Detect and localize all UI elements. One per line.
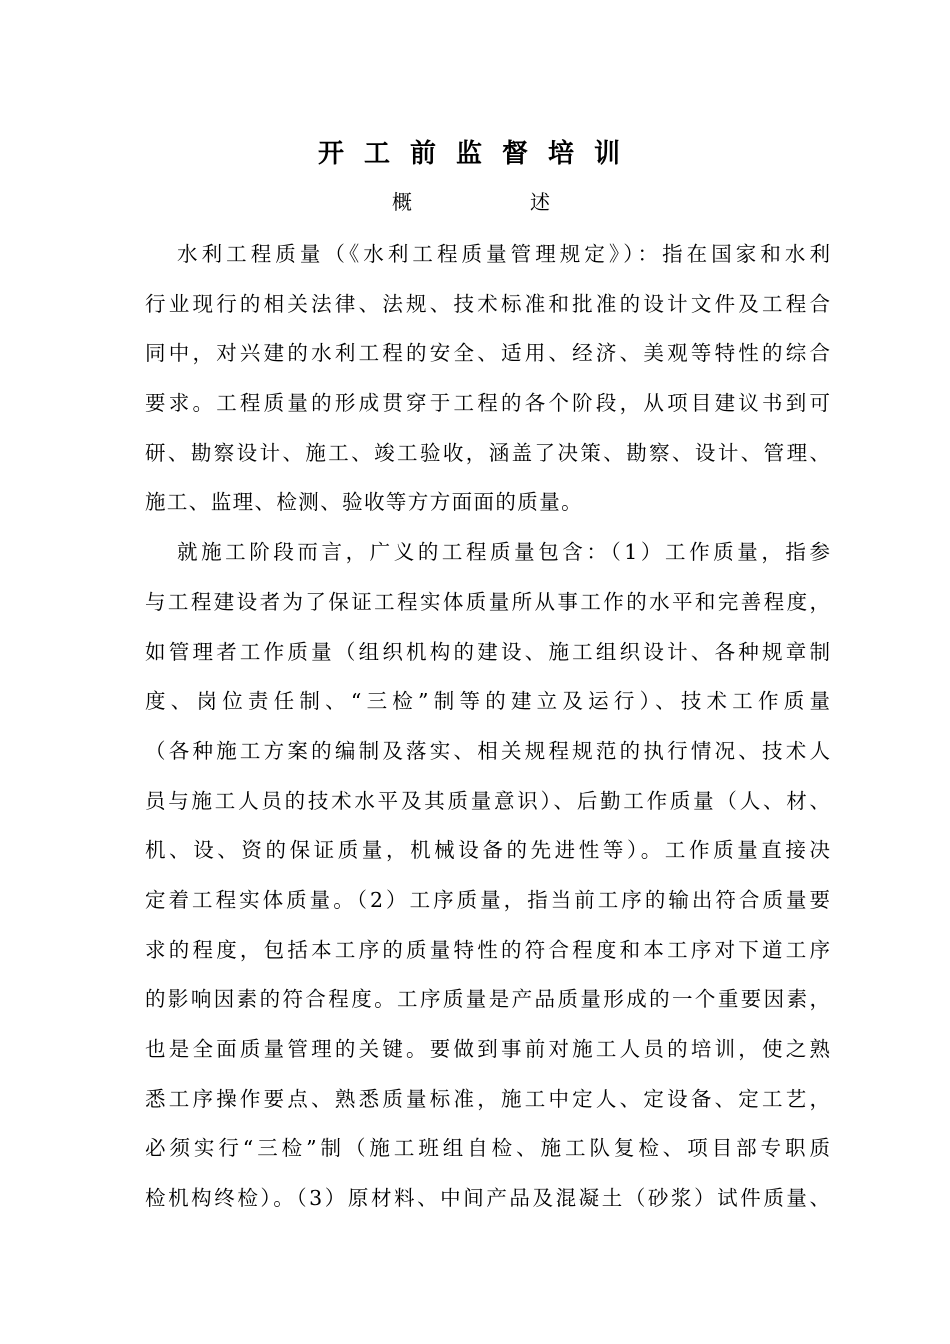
paragraph-line: 如管理者工作质量（组织机构的建设、施工组织设计、各种规章制 [145,639,830,664]
page-title: 开工前监督培训 [317,139,640,169]
paragraph-line: 与工程建设者为了保证工程实体质量所从事工作的水平和完善程度， [145,589,830,614]
paragraph-line: 水利工程质量（《水利工程质量管理规定》）：指在国家和水利 [177,242,830,266]
paragraph-line: 同中，对兴建的水利工程的安全、适用、经济、美观等特性的综合 [145,341,830,366]
paragraph-line: 行业现行的相关法律、法规、技术标准和批准的设计文件及工程合 [145,291,830,316]
paragraph-line: 员与施工人员的技术水平及其质量意识）、后勤工作质量（人、材、 [145,788,830,813]
paragraph-line: 研、勘察设计、施工、竣工验收，涵盖了决策、勘察、设计、管理、 [145,440,830,465]
paragraph-line: 也是全面质量管理的关键。要做到事前对施工人员的培训，使之熟 [145,1037,830,1061]
section-heading: 概述 [392,190,668,214]
body-text [145,230,830,1224]
paragraph-line: 的影响因素的符合程度。工序质量是产品质量形成的一个重要因素， [145,987,830,1012]
paragraph-line: 悉工序操作要点、熟悉质量标准，施工中定人、定设备、定工艺， [145,1086,830,1111]
paragraph-line: 求的程度，包括本工序的质量特性的符合程度和本工序对下道工序 [145,937,830,962]
paragraph-line: （各种施工方案的编制及落实、相关规程规范的执行情况、技术人 [145,738,830,763]
paragraph-line: 施工、监理、检测、验收等方方面面的质量。 [145,490,583,515]
paragraph-line: 检机构终检）。（3）原材料、中间产品及混凝土（砂浆）试件质量、 [145,1186,830,1211]
paragraph-line: 度、岗位责任制、“三检”制等的建立及运行）、技术工作质量 [145,689,830,714]
paragraph-line: 必须实行“三检”制（施工班组自检、施工队复检、项目部专职质 [145,1136,830,1161]
paragraph-line: 就施工阶段而言，广义的工程质量包含：（1）工作质量，指参 [177,540,830,565]
paragraph-line: 定着工程实体质量。（2）工序质量，指当前工序的输出符合质量要 [145,887,830,912]
paragraph-line: 机、设、资的保证质量，机械设备的先进性等）。工作质量直接决 [145,838,830,863]
paragraph-line: 要求。工程质量的形成贯穿于工程的各个阶段，从项目建议书到可 [145,391,830,416]
